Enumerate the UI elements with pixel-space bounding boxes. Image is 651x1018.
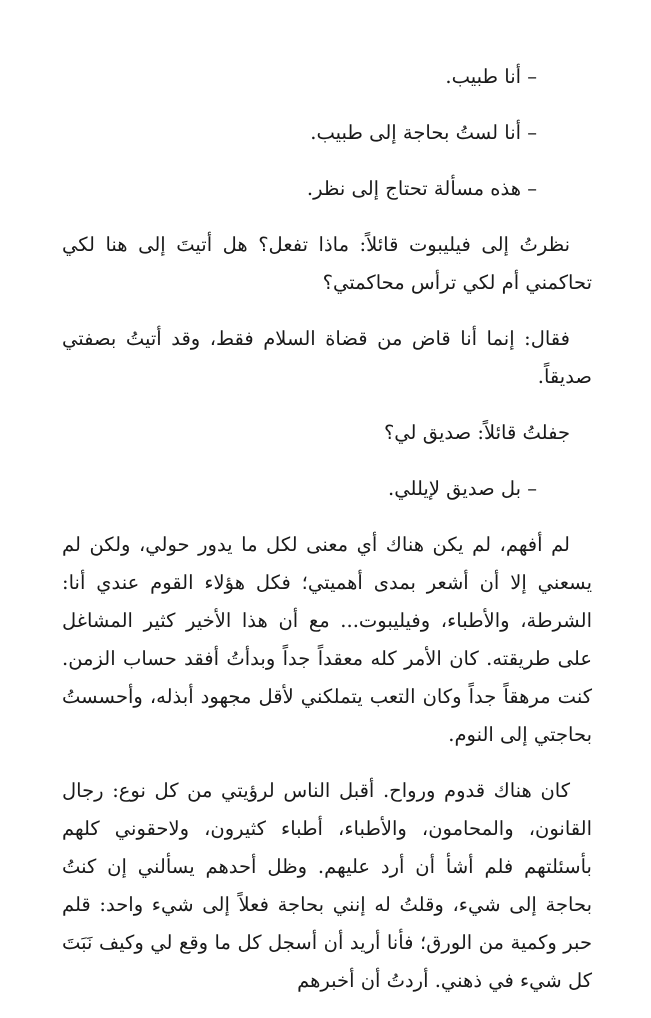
- paragraph: كان هناك قدوم ورواح. أقبل الناس لرؤيتي من كل نوع: رجال القانون، والمحامون، والأطباء، أطباء كثيرون، ولاحقوني كلهم بأسئلتهم فلم أشأ أن أرد عليهم. وظل أحدهم يسألني إن كنتُ بحاجة إلى شيء، وقلتُ له إنني بحاجة فعلاً إلى شيء واحد: قلم حبر وكمية من الورق؛ فأنا أريد أن أسجل كل ما وقع لي وكيف نَبَتَ كل شيء في ذهني. أردتُ أن أخبرهم: [62, 779, 592, 992]
- book-page: [62, 58, 592, 1018]
- paragraph: نظرتُ إلى فيليبوت قائلاً: ماذا تفعل؟ هل أتيتَ إلى هنا لكي تحاكمني أم لكي ترأس محاكمتي؟: [62, 233, 592, 294]
- dialogue-line: – بل صديق لإيللي.: [62, 470, 592, 508]
- paragraph: جفلتُ قائلاً: صديق لي؟: [383, 421, 570, 444]
- paragraph: لم أفهم، لم يكن هناك أي معنى لكل ما يدور حولي، ولكن لم يسعني إلا أن أشعر بمدى أهميتي؛ فكل هؤلاء القوم عندي أنا: الشرطة، والأطباء، وفيليبوت... مع أن هذا الأخير كثير المشاغل على طريقته. كان الأمر كله معقداً جداً وبدأتُ أفقد حساب الزمن. كنت مرهقاً جداً وكان التعب يتملكني لأقل مجهود أبذله، وأحسستُ بحاجتي إلى النوم.: [62, 533, 592, 746]
- paragraph: فقال: إنما أنا قاض من قضاة السلام فقط، وقد أتيتُ بصفتي صديقاً.: [62, 327, 592, 388]
- dialogue-line: – أنا لستُ بحاجة إلى طبيب.: [62, 114, 592, 152]
- dialogue-line: – أنا طبيب.: [62, 58, 592, 96]
- dialogue-line: – هذه مسألة تحتاج إلى نظر.: [62, 170, 592, 208]
